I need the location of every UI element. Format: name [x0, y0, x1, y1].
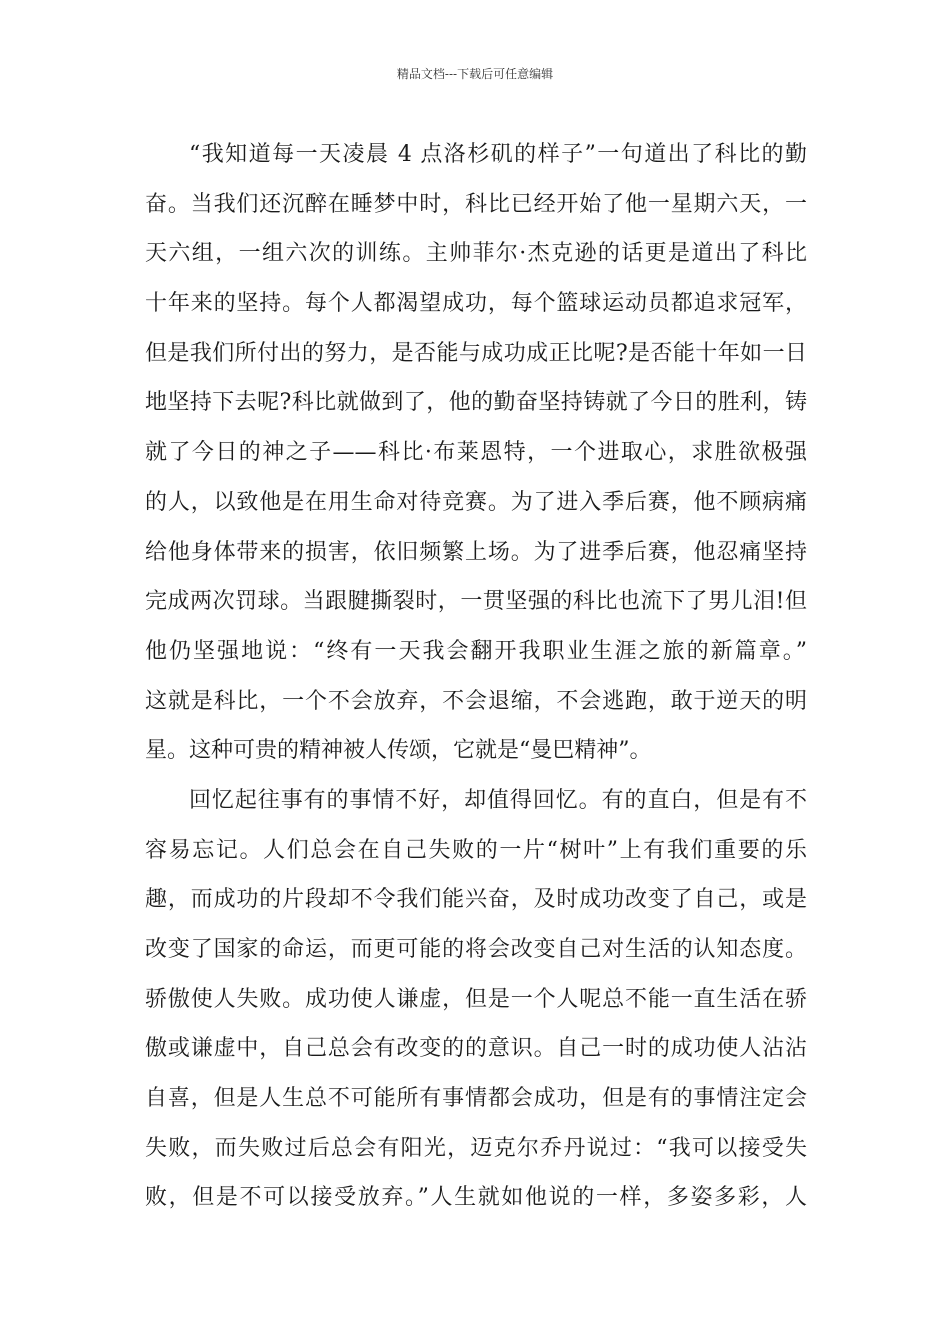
text-line: 骄傲使人失败。成功使人谦虚，但是一个人呢总不能一直生活在骄 — [145, 986, 807, 1012]
text-line: 傲或谦虚中，自己总会有改变的的意识。自己一时的成功使人沾沾 — [145, 1036, 807, 1062]
text-line: 天六组，一组六次的训练。主帅菲尔·杰克逊的话更是道出了科比 — [145, 241, 807, 267]
text-line: 趣，而成功的片段却不令我们能兴奋，及时成功改变了自己，或是 — [145, 887, 807, 913]
text-line: 他仍坚强地说：“终有一天我会翻开我职业生涯之旅的新篇章。” — [145, 638, 807, 664]
text-line: 给他身体带来的损害，依旧频繁上场。为了进季后赛，他忍痛坚持 — [145, 539, 807, 565]
text-line: 的人，以致他是在用生命对待竞赛。为了进入季后赛，他不顾病痛 — [145, 489, 807, 515]
text-line: 完成两次罚球。当跟腱撕裂时，一贯坚强的科比也流下了男儿泪!但 — [145, 589, 807, 615]
text-line: “我知道每一天凌晨 4 点洛杉矶的样子”一句道出了科比的勤 — [189, 142, 807, 167]
text-line: 失败，而失败过后总会有阳光，迈克尔乔丹说过：“我可以接受失 — [145, 1135, 807, 1161]
text-line: 地坚持下去呢?科比就做到了，他的勤奋坚持铸就了今日的胜利，铸 — [145, 390, 807, 416]
text-line: 回忆起往事有的事情不好，却值得回忆。有的直白，但是有不 — [189, 787, 807, 813]
text-line: 就了今日的神之子——科比·布莱恩特，一个进取心，求胜欲极强 — [145, 440, 807, 466]
paragraph-kobe — [145, 130, 807, 776]
text-line: 这就是科比，一个不会放弃，不会退缩，不会逃跑，敢于逆天的明 — [145, 688, 807, 714]
text-line: 十年来的坚持。每个人都渴望成功，每个篮球运动员都追求冠军， — [145, 291, 807, 317]
text-line: 自喜，但是人生总不可能所有事情都会成功，但是有的事情注定会 — [145, 1086, 807, 1112]
text-line: 改变了国家的命运，而更可能的将会改变自己对生活的认知态度。 — [145, 937, 807, 962]
document-body — [145, 130, 807, 1223]
text-line: 败，但是不可以接受放弃。”人生就如他说的一样，多姿多彩，人 — [145, 1185, 807, 1211]
page-header: 精品文档---下载后可任意编辑 — [396, 67, 554, 81]
text-line: 但是我们所付出的努力，是否能与成功成正比呢?是否能十年如一日 — [145, 340, 807, 366]
text-line: 容易忘记。人们总会在自己失败的一片“树叶”上有我们重要的乐 — [145, 837, 807, 863]
text-line: 奋。当我们还沉醉在睡梦中时，科比已经开始了他一星期六天，一 — [145, 191, 807, 217]
paragraph-memories — [145, 776, 807, 1223]
text-line: 星。这种可贵的精神被人传颂，它就是“曼巴精神”。 — [145, 738, 652, 764]
